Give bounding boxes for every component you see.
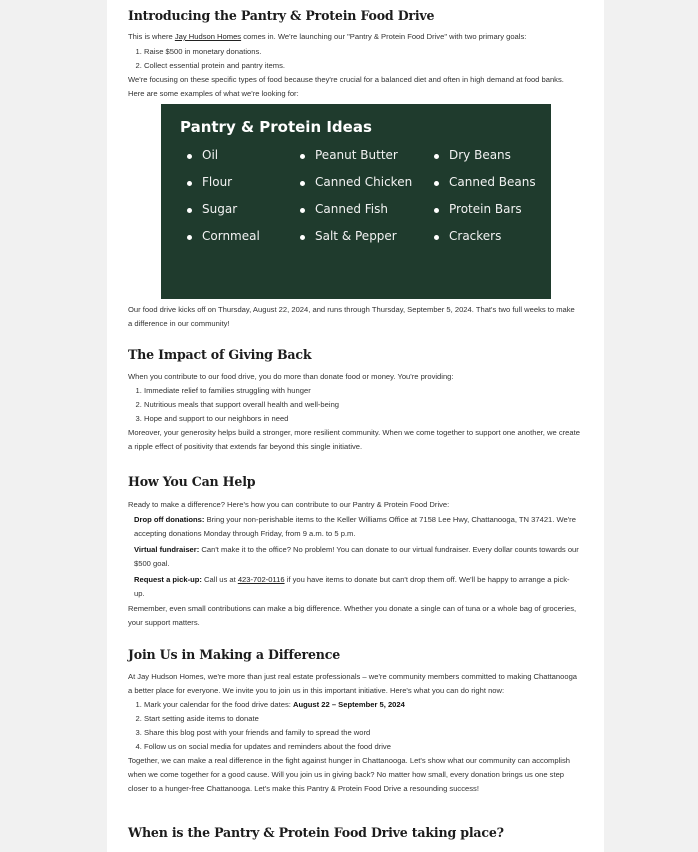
intro-paragraph [128,30,580,44]
idea-item: Sugar [202,202,238,216]
section-join-us [128,647,580,796]
idea-item: Crackers [449,229,502,243]
idea-item: Cornmeal [202,229,260,243]
idea-item: Salt & Pepper [315,229,397,243]
list-item: 1. Raise $500 in monetary donations. [144,45,580,59]
step1-text: Mark your calendar for the food drive dates: [144,700,293,709]
virtual-item [128,543,580,571]
virtual-text: Can't make it to the office? No problem! You can donate to our virtual fundraiser. Every dollar counts towards our $500 goal. [134,545,579,568]
idea-item: Protein Bars [449,202,522,216]
dropoff-item [128,513,580,541]
section-impact [128,347,580,454]
idea-item: Oil [202,148,219,162]
list-item: 3. Share this blog post with your friends and family to spread the word [144,726,580,740]
idea-item: Dry Beans [449,148,511,162]
join-steps-list [128,698,580,754]
ideas-title: Pantry & Protein Ideas [180,118,372,136]
idea-item: Canned Fish [315,202,388,216]
pickup-text-pre: Call us at [201,575,238,584]
heading-join-us: Join Us in Making a Difference [128,647,341,662]
join-intro: At Jay Hudson Homes, we're more than just real estate professionals – we're community members committed to making Chattanooga a better place for everyone. We invite you to join us in this important initiative. Here's what you can do right now: [128,672,578,695]
pickup-text-post: if you have items to donate but can't drop them off. We'll be happy to arrange a pick-up. [134,575,570,598]
list-item: 4. Follow us on social media for updates and reminders about the food drive [144,740,580,754]
section-how-you-can-help [128,474,580,630]
help-intro: Ready to make a difference? Here's how you can contribute to our Pantry & Protein Food Drive: [128,500,450,509]
list-item: 2. Nutritious meals that support overall health and well-being [144,398,580,412]
impact-list [128,384,580,426]
kickoff-block [128,303,580,331]
kickoff-paragraph: Our food drive kicks off on Thursday, August 22, 2024, and runs through Thursday, September 5, 2024. That's two full weeks to make a difference in our community! [128,305,575,328]
goals-list [128,45,580,73]
pickup-item [128,573,580,601]
section-when [128,825,580,841]
idea-item: Flour [202,175,233,189]
article-page [107,0,604,852]
focus-paragraph: We're focusing on these specific types of food because they're crucial for a balanced diet and often in high demand at food banks. Here are some examples of what we're looking for: [128,75,564,98]
idea-item: Canned Chicken [315,175,413,189]
list-item: 1. Immediate relief to families struggling with hunger [144,384,580,398]
list-item: 2. Collect essential protein and pantry items. [144,59,580,73]
intro-text-pre: This is where [128,32,175,41]
step1-dates: August 22 – September 5, 2024 [293,700,405,709]
list-item: 3. Hope and support to our neighbors in need [144,412,580,426]
phone-link[interactable]: 423-702-0116 [237,575,285,584]
idea-item: Canned Beans [449,175,536,189]
heading-impact: The Impact of Giving Back [128,347,312,362]
list-item [144,698,580,712]
idea-item: Peanut Butter [315,148,398,162]
section-introducing [128,8,580,101]
impact-outro: Moreover, your generosity helps build a stronger, more resilient community. When we come together to support one another, we create a ripple effect of positivity that extends far beyond this single initiative. [128,428,580,451]
list-item: 2. Start setting aside items to donate [144,712,580,726]
pantry-ideas-image [161,104,551,299]
join-outro: Together, we can make a real difference in the fight against hunger in Chattanooga. Let's show what our community can accomplish when we come together for a good cause. Will you join us in giving back? No matter how small, every donation brings us one step closer to a hunger-free Chattanooga. Let's make this Pantry & Protein Food Drive a resounding success! [128,756,571,793]
heading-how-you-can-help: How You Can Help [128,474,256,489]
impact-intro: When you contribute to our food drive, you do more than donate food or money. You're providing: [128,372,454,381]
help-outro: Remember, even small contributions can make a big difference. Whether you donate a single can of tuna or a whole bag of groceries, your support matters. [128,604,577,627]
pickup-label: Request a pick-up: [134,575,202,584]
intro-text-post: comes in. We're launching our "Pantry & Protein Food Drive" with two primary goals: [241,32,527,41]
dropoff-label: Drop off donations: [134,515,205,524]
heading-when: When is the Pantry & Protein Food Drive taking place? [128,825,504,840]
heading-introducing: Introducing the Pantry & Protein Food Drive [128,8,435,23]
jay-hudson-homes-link[interactable]: Jay Hudson Homes [174,32,242,41]
dropoff-text: Bring your non-perishable items to the Keller Williams Office at 7158 Lee Hwy, Chattanooga, TN 37421. We're accepting donations Monday through Friday, from 9 a.m. to 5 p.m. [134,515,576,538]
virtual-label: Virtual fundraiser: [134,545,200,554]
